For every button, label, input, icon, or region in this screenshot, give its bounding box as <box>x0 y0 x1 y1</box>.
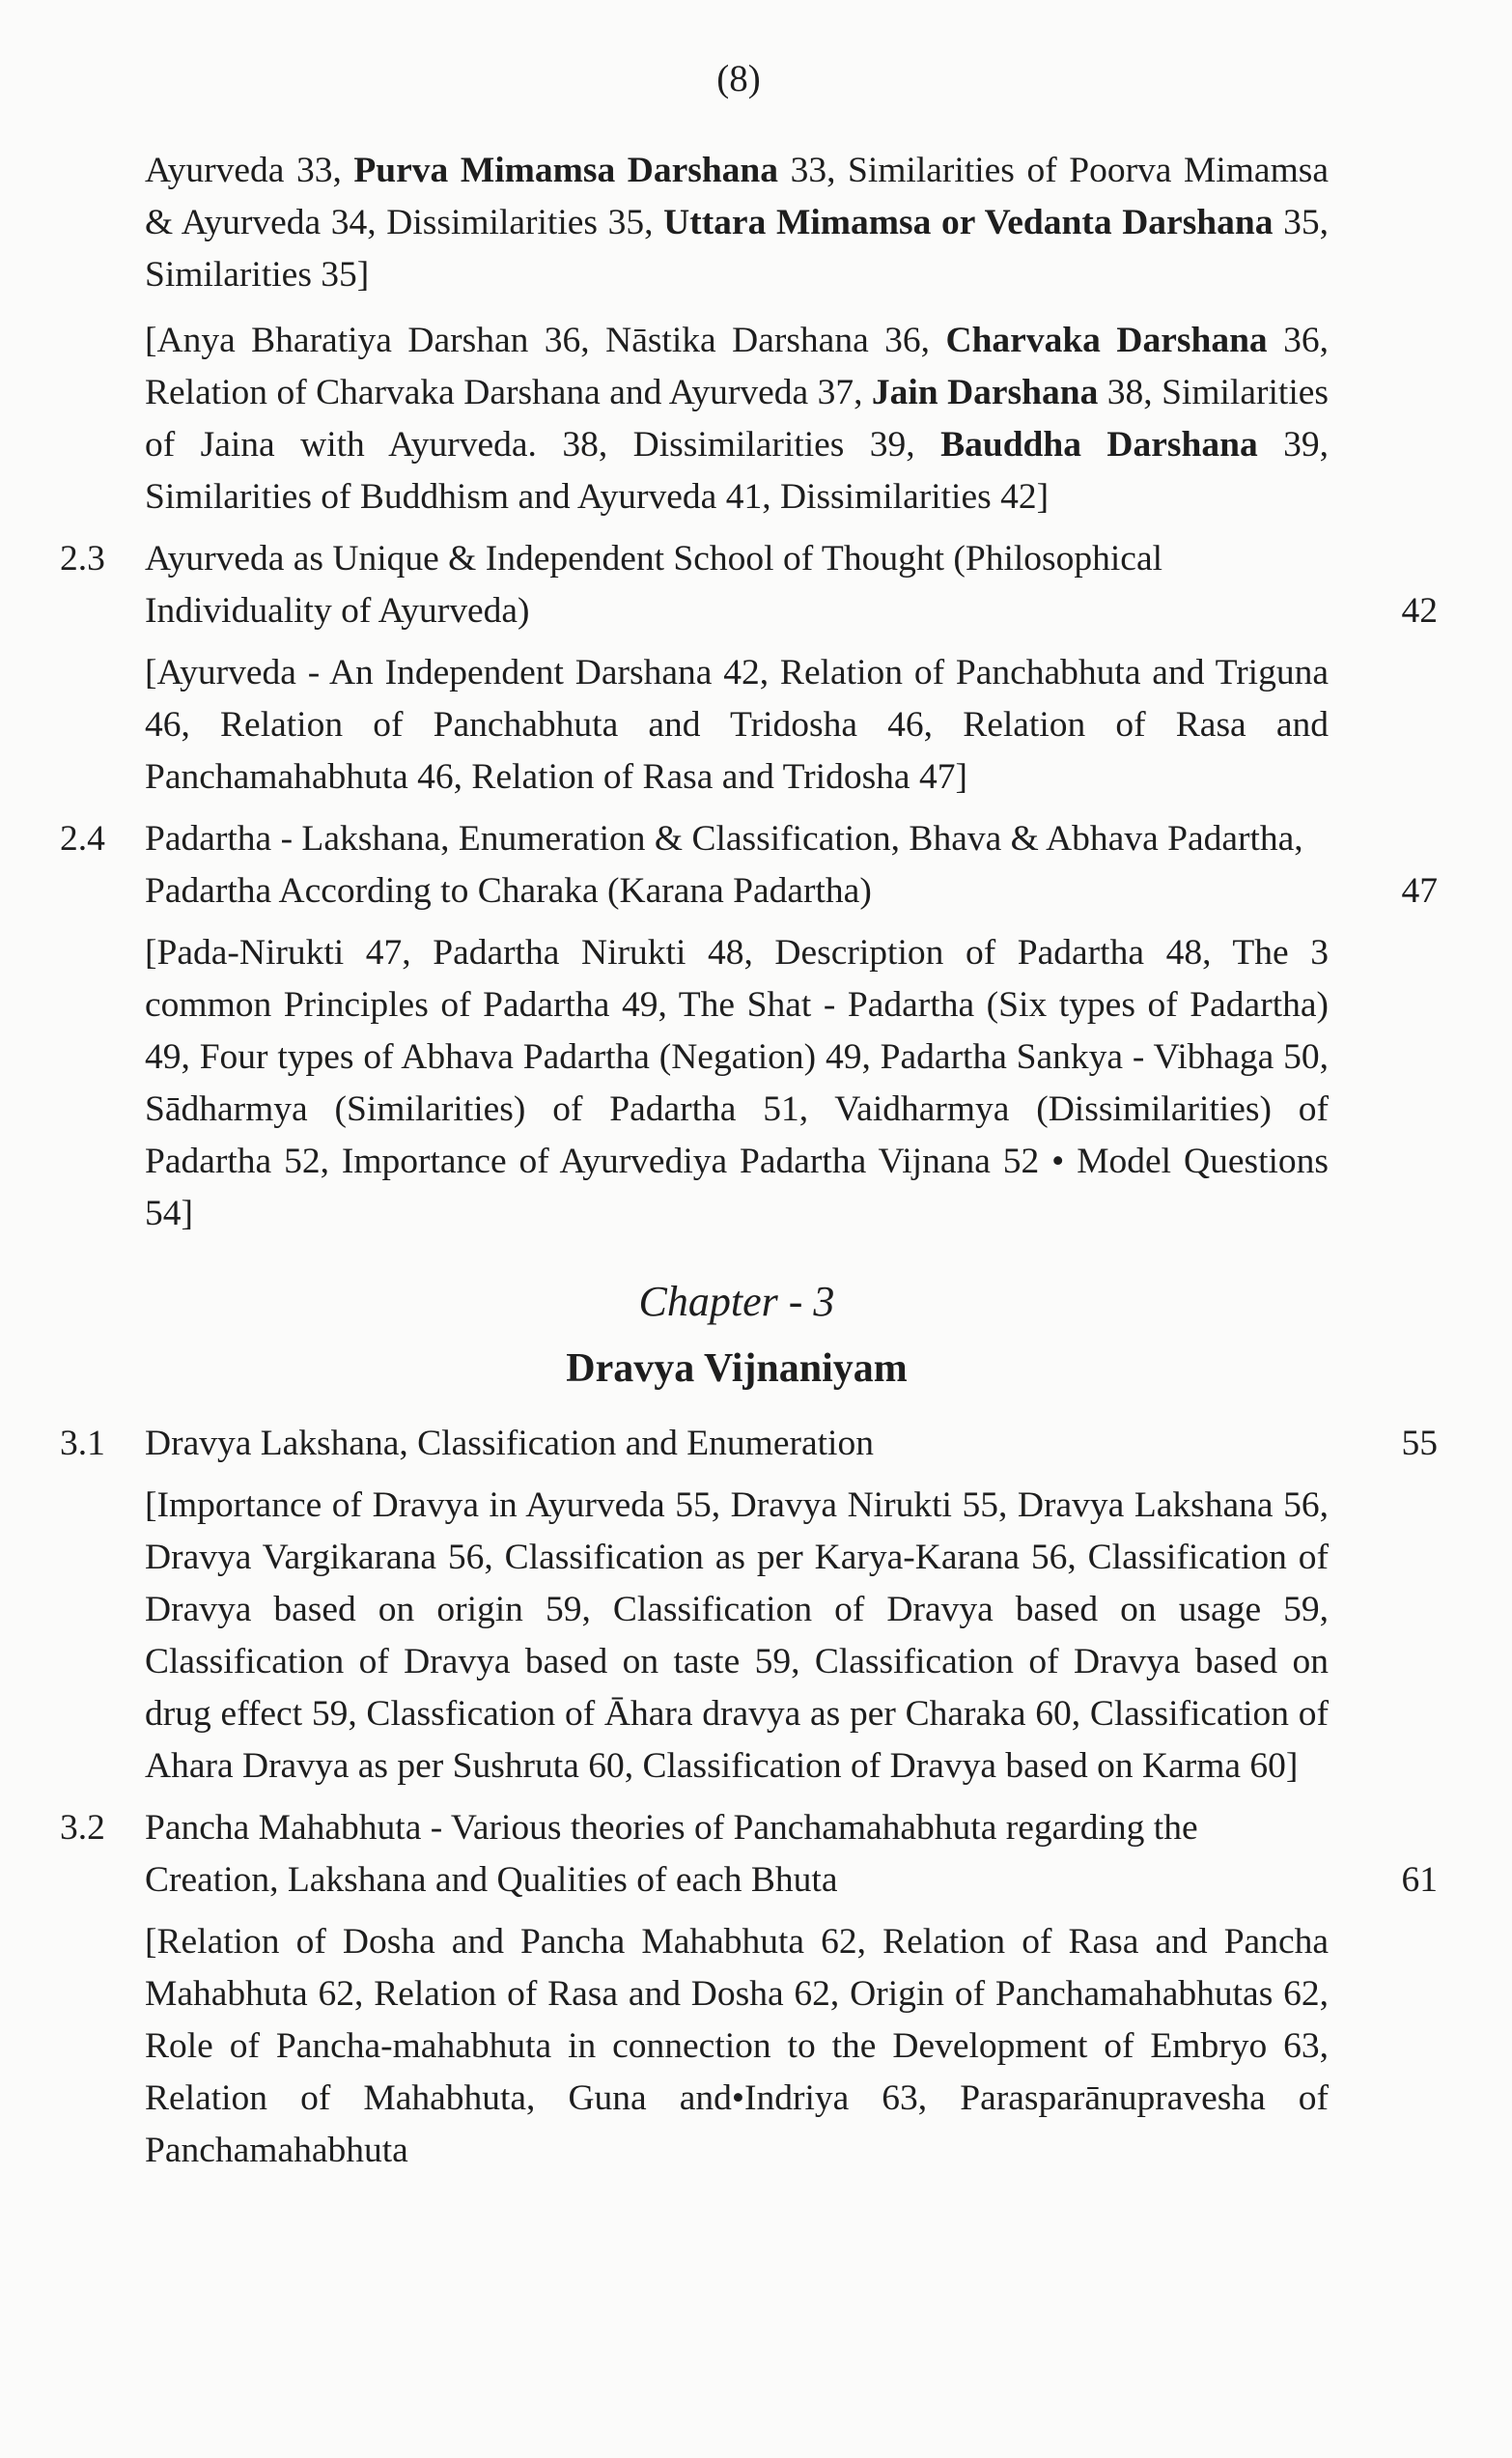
chapter-title: Dravya Vijnaniyam <box>566 1346 908 1391</box>
toc-detail <box>145 315 1329 523</box>
chapter-2-entries <box>0 533 1512 1240</box>
detail-text: Ayurveda 33, <box>145 151 354 190</box>
chapter-label: Chapter - 3 <box>638 1278 835 1325</box>
toc-detail: [Pada-Nirukti 47, Padartha Nirukti 48, Description of Padartha 48, The 3 common Principles of Padartha 49, The Shat - Padartha (Six types of Padartha) 49, Four types of Abhava Padartha (Negation) 49, Padartha Sankya - Vibhaga 50, Sādharmya (Similarities) of Padartha 51, Vaidharmya (Dissimilarities) of Padartha 52, Importance of Ayurvediya Padartha Vijnana 52 • Model Questions 54] <box>145 933 1329 1233</box>
toc-detail <box>145 145 1329 301</box>
section-title: Ayurveda as Unique & Independent School of Thought (Philosophical Individuality of Ayurveda) <box>145 539 1163 631</box>
detail-text: 39, Similarities of Buddhism and Ayurveda 41, Dissimilarities 42] <box>145 425 1330 517</box>
toc-detail: [Importance of Dravya in Ayurveda 55, Dravya Nirukti 55, Dravya Lakshana 56, Dravya Vargikarana 56, Classification as per Karya-Karana 56, Classification of Dravya based on origin 59, Classification of Dravya based on usage 59, Classification of Dravya based on taste 59, Classification of Dravya based on drug effect 59, Classfication of Āhara dravya as per Charaka 60, Classification of Ahara Dravya as per Sushruta 60, Classification of Dravya based on Karma 60] <box>145 1485 1329 1786</box>
page-ref: 42 <box>1401 591 1438 631</box>
toc-entry <box>0 533 1512 637</box>
darshana-name: Uttara Mimamsa or Vedanta Darshana <box>663 203 1274 242</box>
toc-detail: [Relation of Dosha and Pancha Mahabhuta 62, Relation of Rasa and Pancha Mahabhuta 62, Relation of Rasa and Dosha 62, Origin of Panchamahabhutas 62, Role of Pancha-mahabhuta in connection to the Development of Embryo 63, Relation of Mahabhuta, Guna and•Indriya 63, Parasparānupravesha of Panchamahabhuta <box>145 1922 1329 2170</box>
toc-content <box>0 145 1512 2187</box>
chapter-3-entries <box>0 1418 1512 2177</box>
section-number: 3.1 <box>60 1424 105 1463</box>
section-number: 3.2 <box>60 1808 105 1848</box>
section-number: 2.3 <box>60 539 105 579</box>
section-title: Dravya Lakshana, Classification and Enumeration <box>145 1424 874 1463</box>
page-number: (8) <box>716 58 761 99</box>
toc-entry <box>0 1802 1512 1907</box>
intro-blocks <box>0 145 1512 523</box>
page-ref: 61 <box>1401 1860 1438 1900</box>
page-ref: 47 <box>1401 871 1438 911</box>
darshana-name: Bauddha Darshana <box>940 425 1258 465</box>
detail-text: 35, Similarities 35] <box>145 203 1329 295</box>
darshana-name: Purva Mimamsa Darshana <box>353 151 779 190</box>
darshana-name: Jain Darshana <box>871 373 1099 412</box>
section-title: Padartha - Lakshana, Enumeration & Classification, Bhava & Abhava Padartha, Padartha According to Charaka (Karana Padartha) <box>145 819 1303 911</box>
toc-entry <box>0 813 1512 918</box>
page-ref: 55 <box>1401 1424 1438 1463</box>
section-title: Pancha Mahabhuta - Various theories of Panchamahabhuta regarding the Creation, Lakshana and Qualities of each Bhuta <box>145 1808 1198 1900</box>
chapter-heading <box>145 1273 1329 1397</box>
detail-text: 38, Similarities of Jaina with Ayurveda. 38, Dissimilarities 39, <box>145 373 1329 465</box>
section-number: 2.4 <box>60 819 105 859</box>
detail-text: [Anya Bharatiya Darshan 36, Nāstika Darshana 36, <box>145 321 946 360</box>
toc-entry <box>0 1418 1512 1470</box>
detail-text: 36, Relation of Charvaka Darshana and Ayurveda 37, <box>145 321 1329 412</box>
toc-detail: [Ayurveda - An Independent Darshana 42, Relation of Panchabhuta and Triguna 46, Relation of Panchabhuta and Tridosha 46, Relation of Rasa and Panchamahabhuta 46, Relation of Rasa and Tridosha 47] <box>145 653 1329 797</box>
darshana-name: Charvaka Darshana <box>945 321 1268 360</box>
detail-text: 33, Similarities of Poorva Mimamsa & Ayurveda 34, Dissimilarities 35, <box>145 151 1329 242</box>
